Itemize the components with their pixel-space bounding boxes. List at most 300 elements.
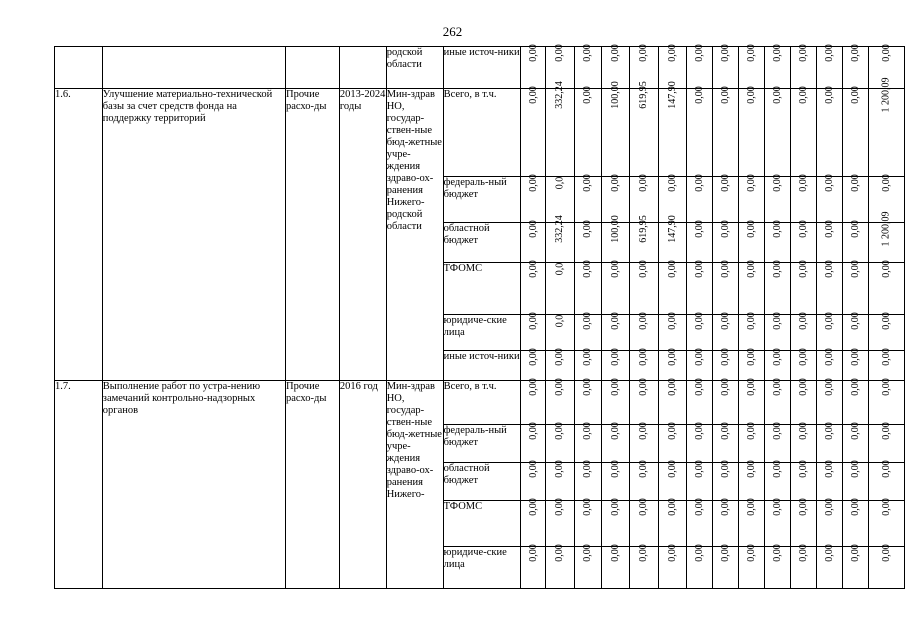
value-cell <box>868 260 904 315</box>
value-cell <box>658 460 687 501</box>
value-text: 0,00 <box>745 260 757 278</box>
value-cell <box>601 81 630 177</box>
value-cell <box>765 348 791 381</box>
value-text: 0,00 <box>527 348 539 366</box>
value-cell <box>521 174 546 223</box>
value-text: 0,00 <box>609 378 621 396</box>
value-text: 0,00 <box>719 378 731 396</box>
value-text: 0,00 <box>745 378 757 396</box>
value-text: 0,00 <box>771 86 783 104</box>
value-text: 0,00 <box>719 174 731 192</box>
value-text: 0,00 <box>823 260 835 278</box>
value-cell <box>521 378 546 425</box>
value-cell <box>713 460 739 501</box>
value-text: 0,00 <box>527 378 539 396</box>
value-cell <box>546 81 575 177</box>
value-cell <box>546 378 575 425</box>
value-cell <box>521 422 546 463</box>
value-cell <box>816 220 842 263</box>
value-cell <box>739 544 765 589</box>
value-text: 0,00 <box>880 544 892 562</box>
value-text: 0,00 <box>693 544 705 562</box>
value-cell <box>687 312 713 351</box>
value-cell <box>791 220 817 263</box>
value-text: 0,00 <box>880 348 892 366</box>
table-row <box>55 381 905 425</box>
value-cell <box>658 81 687 177</box>
value-text: 0,00 <box>719 460 731 478</box>
value-text: 0,00 <box>745 348 757 366</box>
value-cell <box>687 260 713 315</box>
value-cell <box>842 348 868 381</box>
value-text: 0,00 <box>849 544 861 562</box>
value-text: 0,00 <box>797 460 809 478</box>
value-cell <box>574 460 601 501</box>
value-cell <box>739 378 765 425</box>
value-text: 0,00 <box>797 174 809 192</box>
value-cell <box>816 260 842 315</box>
value-text: 619,95 <box>638 81 650 109</box>
value-cell <box>816 174 842 223</box>
value-cell <box>791 312 817 351</box>
value-text: 0,00 <box>823 86 835 104</box>
value-text: 0,00 <box>554 378 566 396</box>
value-cell <box>791 498 817 547</box>
value-cell <box>630 378 659 425</box>
value-text: 0,00 <box>771 260 783 278</box>
value-text: 0,00 <box>823 422 835 440</box>
value-cell <box>842 260 868 315</box>
value-text: 0,00 <box>693 86 705 104</box>
value-text: 0,00 <box>771 422 783 440</box>
value-text: 0,00 <box>554 460 566 478</box>
item-number-cell <box>55 47 103 89</box>
source-label: юридиче-ские лица <box>443 547 521 589</box>
value-cell <box>816 498 842 547</box>
value-text: 0,00 <box>771 312 783 330</box>
value-cell <box>574 260 601 315</box>
value-text: 0,0 <box>554 314 566 328</box>
value-cell <box>739 312 765 351</box>
value-cell <box>658 348 687 381</box>
value-cell <box>868 544 904 589</box>
value-cell <box>687 498 713 547</box>
value-cell <box>842 460 868 501</box>
value-cell <box>842 312 868 351</box>
value-text: 0,00 <box>581 378 593 396</box>
value-text: 0,00 <box>527 44 539 62</box>
value-text: 0,00 <box>849 86 861 104</box>
value-cell <box>765 44 791 89</box>
value-text: 0,00 <box>771 544 783 562</box>
value-text: 0,00 <box>609 174 621 192</box>
value-text: 0,00 <box>666 174 678 192</box>
value-cell <box>791 544 817 589</box>
value-text: 0,00 <box>666 348 678 366</box>
value-text: 0,00 <box>745 174 757 192</box>
value-cell <box>791 260 817 315</box>
expense-type-cell: Прочие расхо-ды <box>286 381 340 589</box>
value-text: 0,00 <box>719 260 731 278</box>
value-text: 0,0 <box>554 176 566 190</box>
value-cell <box>574 44 601 89</box>
value-cell <box>574 348 601 381</box>
value-text: 0,00 <box>527 174 539 192</box>
value-cell <box>765 312 791 351</box>
value-text: 0,00 <box>745 44 757 62</box>
value-cell <box>765 498 791 547</box>
value-cell <box>868 77 904 177</box>
value-text: 0,00 <box>745 422 757 440</box>
value-text: 0,00 <box>797 422 809 440</box>
value-text: 0,00 <box>581 174 593 192</box>
value-cell <box>816 44 842 89</box>
value-cell <box>713 378 739 425</box>
value-text: 0,00 <box>797 312 809 330</box>
value-text: 0,00 <box>581 544 593 562</box>
value-text: 0,00 <box>719 544 731 562</box>
item-number-cell: 1.7. <box>55 381 103 589</box>
value-cell <box>546 422 575 463</box>
value-text: 0,00 <box>797 348 809 366</box>
value-cell <box>687 460 713 501</box>
value-cell <box>791 174 817 223</box>
value-text: 0,00 <box>554 348 566 366</box>
value-text: 0,00 <box>638 498 650 516</box>
value-cell <box>521 220 546 263</box>
value-cell <box>574 220 601 263</box>
value-cell <box>816 544 842 589</box>
value-cell <box>546 215 575 263</box>
value-text: 619,95 <box>638 215 650 243</box>
value-cell <box>687 44 713 89</box>
value-text: 0,00 <box>581 260 593 278</box>
value-cell <box>521 312 546 351</box>
value-cell <box>868 460 904 501</box>
value-text: 0,00 <box>554 498 566 516</box>
value-text: 0,00 <box>771 44 783 62</box>
source-label: Всего, в т.ч. <box>443 89 521 177</box>
value-text: 0,00 <box>849 312 861 330</box>
value-cell <box>658 312 687 351</box>
value-text: 0,00 <box>693 498 705 516</box>
value-cell <box>713 44 739 89</box>
value-cell <box>713 348 739 381</box>
value-cell <box>630 348 659 381</box>
value-cell <box>739 348 765 381</box>
value-cell <box>601 312 630 351</box>
value-cell <box>521 44 546 89</box>
value-cell <box>816 312 842 351</box>
value-cell <box>601 498 630 547</box>
value-text: 0,00 <box>771 220 783 238</box>
value-cell <box>765 220 791 263</box>
value-cell <box>687 220 713 263</box>
source-label: ТФОМС <box>443 501 521 547</box>
value-text: 0,00 <box>666 44 678 62</box>
source-label: областной бюджет <box>443 223 521 263</box>
value-text: 0,00 <box>527 422 539 440</box>
value-cell <box>713 174 739 223</box>
value-text: 0,00 <box>638 174 650 192</box>
value-cell <box>601 378 630 425</box>
value-cell <box>630 422 659 463</box>
value-text: 0,00 <box>849 422 861 440</box>
value-cell <box>574 498 601 547</box>
value-cell <box>739 422 765 463</box>
value-cell <box>601 348 630 381</box>
value-text: 0,00 <box>745 86 757 104</box>
value-text: 0,00 <box>719 422 731 440</box>
value-text: 0,00 <box>666 422 678 440</box>
value-text: 0,00 <box>719 312 731 330</box>
value-cell <box>739 220 765 263</box>
value-text: 0,00 <box>719 86 731 104</box>
value-text: 0,00 <box>609 422 621 440</box>
value-cell <box>521 348 546 381</box>
source-label: федераль-ный бюджет <box>443 177 521 223</box>
value-cell <box>630 312 659 351</box>
value-text: 0,00 <box>666 378 678 396</box>
value-text: 0,00 <box>666 498 678 516</box>
value-text: 0,00 <box>581 44 593 62</box>
value-cell <box>687 378 713 425</box>
value-text: 0,00 <box>823 544 835 562</box>
value-text: 147,90 <box>666 215 678 243</box>
value-cell <box>868 422 904 463</box>
value-text: 0,00 <box>638 544 650 562</box>
years-cell <box>339 47 386 89</box>
value-text: 0,00 <box>693 174 705 192</box>
value-text: 0,00 <box>880 498 892 516</box>
budget-table <box>54 46 905 589</box>
value-text: 0,00 <box>609 348 621 366</box>
value-cell <box>546 460 575 501</box>
years-cell: 2016 год <box>339 381 386 589</box>
value-cell <box>658 260 687 315</box>
value-cell <box>842 422 868 463</box>
value-cell <box>713 86 739 177</box>
value-cell <box>842 220 868 263</box>
value-text: 100,00 <box>609 215 621 243</box>
value-text: 0,00 <box>823 220 835 238</box>
value-text: 0,00 <box>745 544 757 562</box>
value-text: 0,00 <box>638 460 650 478</box>
value-text: 0,00 <box>849 498 861 516</box>
value-cell <box>658 215 687 263</box>
value-text: 0,00 <box>823 312 835 330</box>
value-text: 0,00 <box>719 44 731 62</box>
value-cell <box>765 544 791 589</box>
value-text: 0,00 <box>638 348 650 366</box>
value-cell <box>574 86 601 177</box>
value-cell <box>765 260 791 315</box>
value-cell <box>521 498 546 547</box>
value-cell <box>687 86 713 177</box>
source-label: иные источ-ники <box>443 47 521 89</box>
value-cell <box>842 44 868 89</box>
value-cell <box>630 215 659 263</box>
value-text: 0,00 <box>693 312 705 330</box>
value-cell <box>546 348 575 381</box>
value-text: 0,00 <box>581 312 593 330</box>
value-cell <box>658 422 687 463</box>
item-name-cell <box>102 47 285 89</box>
value-text: 0,00 <box>745 498 757 516</box>
value-text: 0,00 <box>849 460 861 478</box>
value-cell <box>713 260 739 315</box>
value-text: 0,00 <box>666 460 678 478</box>
value-text: 0,00 <box>823 44 835 62</box>
value-cell <box>791 86 817 177</box>
value-text: 0,00 <box>666 312 678 330</box>
value-cell <box>687 174 713 223</box>
value-cell <box>687 422 713 463</box>
value-text: 0,00 <box>849 174 861 192</box>
value-text: 0,00 <box>771 378 783 396</box>
value-cell <box>868 211 904 263</box>
value-text: 0,00 <box>823 498 835 516</box>
value-cell <box>842 86 868 177</box>
value-text: 0,00 <box>527 220 539 238</box>
value-cell <box>842 498 868 547</box>
value-text: 0,00 <box>527 498 539 516</box>
value-text: 0,00 <box>849 348 861 366</box>
value-cell <box>546 544 575 589</box>
value-cell <box>713 544 739 589</box>
value-cell <box>601 422 630 463</box>
item-name-cell: Улучшение материально-технической базы за счет средств фонда на поддержку территорий <box>102 89 285 381</box>
expense-type-cell <box>286 47 340 89</box>
value-text: 0,00 <box>880 422 892 440</box>
value-cell <box>574 312 601 351</box>
value-text: 332,24 <box>554 81 566 109</box>
table-row <box>55 89 905 177</box>
value-text: 0,00 <box>797 220 809 238</box>
value-cell <box>546 315 575 351</box>
value-text: 0,00 <box>554 544 566 562</box>
value-cell <box>601 460 630 501</box>
value-cell <box>868 378 904 425</box>
value-text: 0,00 <box>849 260 861 278</box>
value-cell <box>687 544 713 589</box>
value-text: 0,00 <box>771 460 783 478</box>
value-cell <box>842 174 868 223</box>
value-cell <box>713 422 739 463</box>
source-label: иные источ-ники <box>443 351 521 381</box>
value-cell <box>739 260 765 315</box>
value-cell <box>630 260 659 315</box>
value-text: 0,00 <box>797 378 809 396</box>
expense-type-cell: Прочие расхо-ды <box>286 89 340 381</box>
value-cell <box>713 498 739 547</box>
value-text: 0,00 <box>797 498 809 516</box>
value-text: 0,00 <box>771 348 783 366</box>
value-cell <box>765 422 791 463</box>
value-text: 0,00 <box>554 44 566 62</box>
value-text: 0,00 <box>693 460 705 478</box>
value-cell <box>739 44 765 89</box>
value-cell <box>868 312 904 351</box>
value-cell <box>658 498 687 547</box>
value-text: 0,00 <box>581 422 593 440</box>
item-name-cell: Выполнение работ по устра-нению замечаний контрольно-надзорных органов <box>102 381 285 589</box>
value-cell <box>546 263 575 315</box>
value-text: 332,24 <box>554 215 566 243</box>
value-text: 0,00 <box>719 348 731 366</box>
value-text: 0,00 <box>797 544 809 562</box>
value-cell <box>521 460 546 501</box>
value-cell <box>739 86 765 177</box>
value-text: 0,00 <box>666 260 678 278</box>
value-text: 0,00 <box>849 378 861 396</box>
source-label: областной бюджет <box>443 463 521 501</box>
value-text: 0,00 <box>693 44 705 62</box>
value-text: 0,00 <box>527 86 539 104</box>
value-cell <box>521 544 546 589</box>
value-cell <box>521 260 546 315</box>
value-text: 0,00 <box>797 260 809 278</box>
source-label: ТФОМС <box>443 263 521 315</box>
value-text: 1 200,09 <box>880 211 892 247</box>
value-text: 0,00 <box>693 220 705 238</box>
years-cell: 2013-2024 годы <box>339 89 386 381</box>
value-cell <box>713 220 739 263</box>
value-cell <box>658 378 687 425</box>
value-cell <box>791 422 817 463</box>
value-cell <box>546 498 575 547</box>
value-text: 0,00 <box>849 44 861 62</box>
value-cell <box>816 378 842 425</box>
value-cell <box>713 312 739 351</box>
value-text: 0,00 <box>823 378 835 396</box>
value-text: 0,00 <box>745 460 757 478</box>
value-cell <box>739 460 765 501</box>
value-text: 0,00 <box>609 44 621 62</box>
value-text: 147,90 <box>666 81 678 109</box>
value-cell <box>574 174 601 223</box>
value-cell <box>601 544 630 589</box>
value-cell <box>574 422 601 463</box>
value-text: 0,00 <box>666 544 678 562</box>
value-text: 0,00 <box>581 220 593 238</box>
value-text: 0,00 <box>823 174 835 192</box>
value-text: 0,00 <box>638 312 650 330</box>
value-cell <box>687 348 713 381</box>
source-label: федераль-ный бюджет <box>443 425 521 463</box>
value-cell <box>791 460 817 501</box>
source-label: Всего, в т.ч. <box>443 381 521 425</box>
value-cell <box>816 422 842 463</box>
executor-cell: Мин-здрав НО, государ-ствен-ные бюд-жетные учре-ждения здраво-ох-ранения Нижего- <box>386 381 443 589</box>
value-cell <box>521 86 546 177</box>
value-cell <box>630 81 659 177</box>
value-cell <box>658 544 687 589</box>
value-text: 0,00 <box>849 220 861 238</box>
value-text: 0,00 <box>771 174 783 192</box>
value-cell <box>630 460 659 501</box>
value-text: 0,00 <box>880 260 892 278</box>
value-cell <box>601 260 630 315</box>
value-text: 0,00 <box>745 312 757 330</box>
value-text: 0,00 <box>581 86 593 104</box>
value-text: 0,00 <box>527 544 539 562</box>
value-text: 0,00 <box>797 86 809 104</box>
value-text: 0,00 <box>609 260 621 278</box>
executor-cell: Мин-здрав НО, государ-ствен-ные бюд-жетные учре-ждения здраво-ох-ранения Нижего-родской области <box>386 89 443 381</box>
value-text: 0,00 <box>638 260 650 278</box>
value-cell <box>630 498 659 547</box>
